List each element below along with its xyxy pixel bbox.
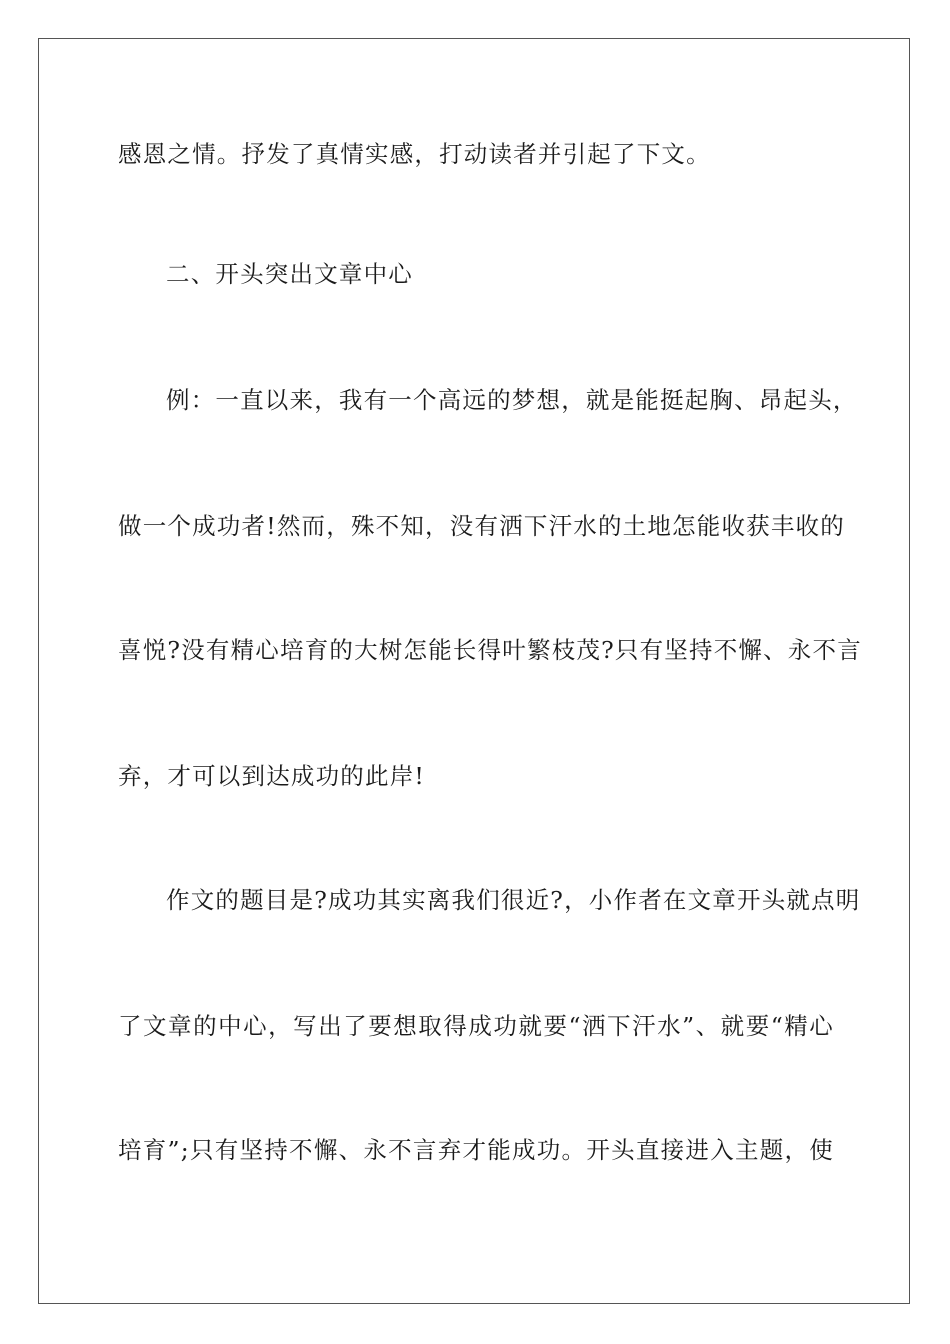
section-heading: 二、开头突出文章中心 — [166, 260, 413, 288]
paragraph-line-9: 培育”;只有坚持不懈、永不言弃才能成功。开头直接进入主题，使 — [118, 1136, 834, 1164]
paragraph-line-5: 喜悦?没有精心培育的大树怎能长得叶繁枝茂?只有坚持不懈、永不言 — [118, 636, 862, 664]
paragraph-line-6: 弃，才可以到达成功的此岸! — [118, 762, 426, 790]
page-border — [38, 38, 910, 1304]
paragraph-line-1: 感恩之情。抒发了真情实感，打动读者并引起了下文。 — [118, 140, 711, 168]
paragraph-line-4: 做一个成功者!然而，殊不知，没有洒下汗水的土地怎能收获丰收的 — [118, 512, 845, 540]
paragraph-line-7: 作文的题目是?成功其实离我们很近?，小作者在文章开头就点明 — [166, 886, 861, 914]
paragraph-line-8: 了文章的中心，写出了要想取得成功就要“洒下汗水”、就要“精心 — [118, 1012, 834, 1040]
paragraph-line-3: 例：一直以来，我有一个高远的梦想，就是能挺起胸、昂起头， — [166, 386, 858, 414]
